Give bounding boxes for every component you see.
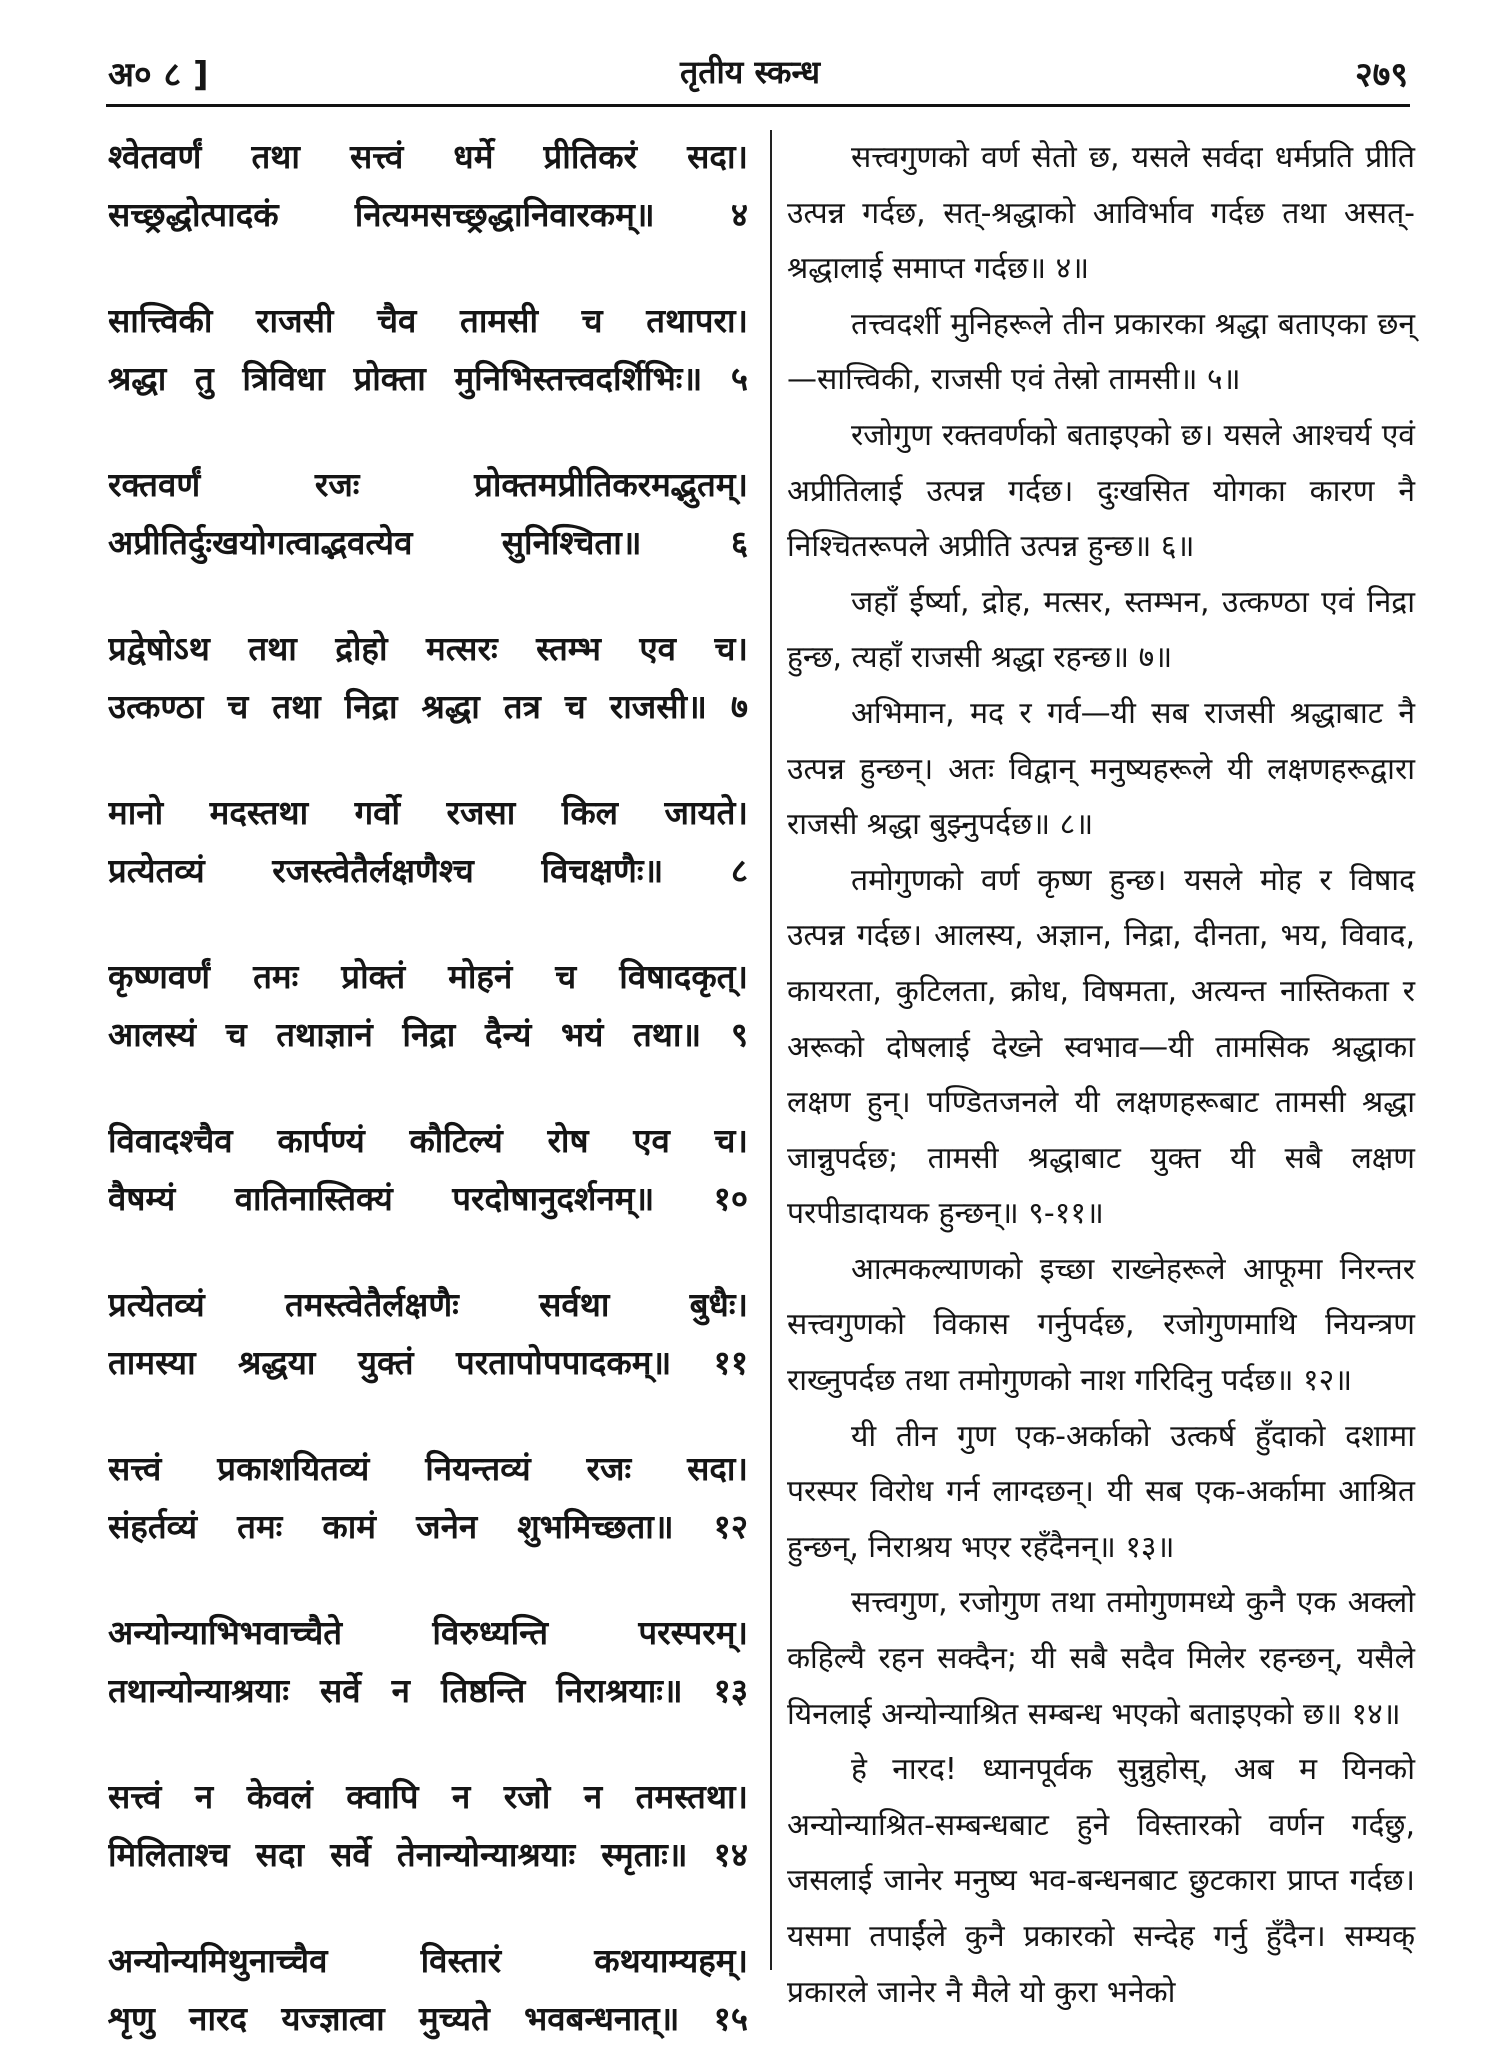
verse-block (108, 1768, 748, 1884)
translation-paragraph: सत्त्वगुणको वर्ण सेतो छ, यसले सर्वदा धर्मप्रति प्रीति उत्पन्न गर्दछ, सत्-श्रद्धाको आविर्भाव गर्दछ तथा असत्-श्रद्धालाई समाप्त गर्दछ॥ ४॥ (787, 140, 1415, 287)
verse-line: आलस्यं च तथाज्ञानं निद्रा दैन्यं भयं तथा॥ ९ (108, 1015, 748, 1054)
verse-line: उत्कण्ठा च तथा निद्रा श्रद्धा तत्र च राजसी॥ ७ (108, 687, 748, 726)
translation-paragraph: अभिमान, मद र गर्व—यी सब राजसी श्रद्धाबाट नै उत्पन्न हुन्छन्। अतः विद्वान् मनुष्यहरूले यी लक्षणहरूद्वारा राजसी श्रद्धा बुझ्नुपर्दछ॥ ८॥ (787, 695, 1415, 843)
translation-paragraph: सत्त्वगुण, रजोगुण तथा तमोगुणमध्ये कुनै एक अक्लो कहिल्यै रहन सक्दैन; यी सबै सदैव मिलेर रहन्छन्, यसैले यिनलाई अन्योन्याश्रित सम्बन्ध भएको बताइएको छ॥ १४॥ (787, 1585, 1415, 1732)
running-title: तृतीय स्कन्ध (679, 53, 821, 91)
column-divider (770, 130, 772, 1970)
verse-line: विवादश्चैव कार्पण्यं कौटिल्यं रोष एव च। (108, 1121, 748, 1160)
verse-line: रक्तवर्णं रजः प्रोक्तमप्रीतिकरमद्भुतम्। (108, 465, 748, 504)
verse-line: सत्त्वं प्रकाशयितव्यं नियन्तव्यं रजः सदा। (108, 1449, 748, 1488)
verse-line: कृष्णवर्णं तमः प्रोक्तं मोहनं च विषादकृत्। (108, 957, 748, 996)
verse-line: प्रद्वेषोऽथ तथा द्रोहो मत्सरः स्तम्भ एव च। (108, 629, 748, 668)
translation-paragraph: तमोगुणको वर्ण कृष्ण हुन्छ। यसले मोह र विषाद उत्पन्न गर्दछ। आलस्य, अज्ञान, निद्रा, दीनता, भय, विवाद, कायरता, कुटिलता, क्रोध, विषमता, अत्यन्त नास्तिकता र अरूको दोषलाई देख्ने स्वभाव—यी तामसिक श्रद्धाका लक्षण हुन्। पण्डितजनले यी लक्षणहरूबाट तामसी श्रद्धा जान्नुपर्दछ; तामसी श्रद्धाबाट युक्त यी सबै लक्षण परपीडादायक हुन्छन्॥ ९-११॥ (787, 862, 1415, 1232)
verse-line: श्वेतवर्णं तथा सत्त्वं धर्मे प्रीतिकरं सदा। (108, 137, 748, 176)
nepali-translation-column (787, 130, 1415, 2020)
verse-block (108, 784, 748, 900)
page-header (0, 0, 1500, 108)
verse-line: मानो मदस्तथा गर्वो रजसा किल जायते। (108, 793, 748, 832)
verse-line: अन्योन्याभिभवाच्चैते विरुध्यन्ति परस्परम्। (108, 1613, 748, 1652)
verse-line: सत्त्वं न केवलं क्वापि न रजो न तमस्तथा। (108, 1777, 748, 1816)
page-number: २७९ (1354, 55, 1408, 95)
verse-block (108, 620, 748, 736)
verse-line: तथान्योन्याश्रयाः सर्वे न तिष्ठन्ति निराश्रयाः॥ १३ (108, 1671, 748, 1710)
translation-paragraph: रजोगुण रक्तवर्णको बताइएको छ। यसले आश्चर्य एवं अप्रीतिलाई उत्पन्न गर्दछ। दुःखसित योगका कारण नै निश्चितरूपले अप्रीति उत्पन्न हुन्छ॥ ६॥ (787, 417, 1415, 565)
translation-paragraph: तत्त्वदर्शी मुनिहरूले तीन प्रकारका श्रद्धा बताएका छन्—सात्त्विकी, राजसी एवं तेस्रो तामसी॥ ५॥ (787, 306, 1415, 398)
verse-line: संहर्तव्यं तमः कामं जनेन शुभमिच्छता॥ १२ (108, 1507, 748, 1546)
header-rule (106, 104, 1410, 107)
verse-line: प्रत्येतव्यं तमस्त्वेतैर्लक्षणैः सर्वथा बुधैः। (108, 1285, 748, 1324)
translation-paragraph: आत्मकल्याणको इच्छा राख्नेहरूले आफूमा निरन्तर सत्त्वगुणको विकास गर्नुपर्दछ, रजोगुणमाथि नियन्त्रण राख्नुपर्दछ तथा तमोगुणको नाश गरिदिनु पर्दछ॥ १२॥ (787, 1251, 1415, 1399)
verse-line: सात्त्विकी राजसी चैव तामसी च तथापरा। (108, 301, 748, 340)
verse-line: तामस्या श्रद्धया युक्तं परतापोपपादकम्॥ ११ (108, 1343, 748, 1382)
verse-line: श्रद्धा तु त्रिविधा प्रोक्ता मुनिभिस्तत्त्वदर्शिभिः॥ ५ (108, 359, 748, 398)
verse-block (108, 1276, 748, 1392)
verse-block (108, 128, 748, 244)
verse-block (108, 1440, 748, 1556)
chapter-marker: अ० ८ ] (108, 55, 209, 95)
verse-line: सच्छ्रद्धोत्पादकं नित्यमसच्छ्रद्धानिवारकम्॥ ४ (108, 195, 748, 234)
sanskrit-verses-column (108, 128, 748, 2048)
verse-line: प्रत्येतव्यं रजस्त्वेतैर्लक्षणैश्च विचक्षणैः॥ ८ (108, 851, 748, 890)
translation-paragraph: हे नारद! ध्यानपूर्वक सुन्नुहोस्, अब म यिनको अन्योन्याश्रित-सम्बन्धबाट हुने विस्तारको वर्णन गर्दछु, जसलाई जानेर मनुष्य भव-बन्धनबाट छुटकारा प्राप्त गर्दछ। यसमा तपाईंले कुनै प्रकारको सन्देह गर्नु हुँदैन। सम्यक् प्रकारले जानेर नै मैले यो कुरा भनेको (787, 1752, 1415, 2010)
verse-block (108, 1112, 748, 1228)
translation-paragraph: जहाँ ईर्ष्या, द्रोह, मत्सर, स्तम्भन, उत्कण्ठा एवं निद्रा हुन्छ, त्यहाँ राजसी श्रद्धा रहन्छ॥ ७॥ (787, 584, 1415, 676)
verse-block (108, 1932, 748, 2048)
verse-block (108, 1604, 748, 1720)
verse-line: वैषम्यं वातिनास्तिक्यं परदोषानुदर्शनम्॥ १० (108, 1179, 748, 1218)
translation-paragraph: यी तीन गुण एक-अर्काको उत्कर्ष हुँदाको दशामा परस्पर विरोध गर्न लाग्दछन्। यी सब एक-अर्कामा आश्रित हुन्छन्, निराश्रय भएर रहँदैनन्॥ १३॥ (787, 1418, 1415, 1565)
verse-line: अन्योन्यमिथुनाच्चैव विस्तारं कथयाम्यहम्। (108, 1941, 748, 1980)
verse-block (108, 456, 748, 572)
verse-block (108, 292, 748, 408)
verse-line: अप्रीतिर्दुःखयोगत्वाद्भवत्येव सुनिश्चिता॥ ६ (108, 523, 748, 562)
verse-block (108, 948, 748, 1064)
verse-line: शृणु नारद यज्ज्ञात्वा मुच्यते भवबन्धनात्॥ १५ (108, 1999, 748, 2038)
verse-line: मिलिताश्च सदा सर्वे तेनान्योन्याश्रयाः स्मृताः॥ १४ (108, 1835, 748, 1874)
